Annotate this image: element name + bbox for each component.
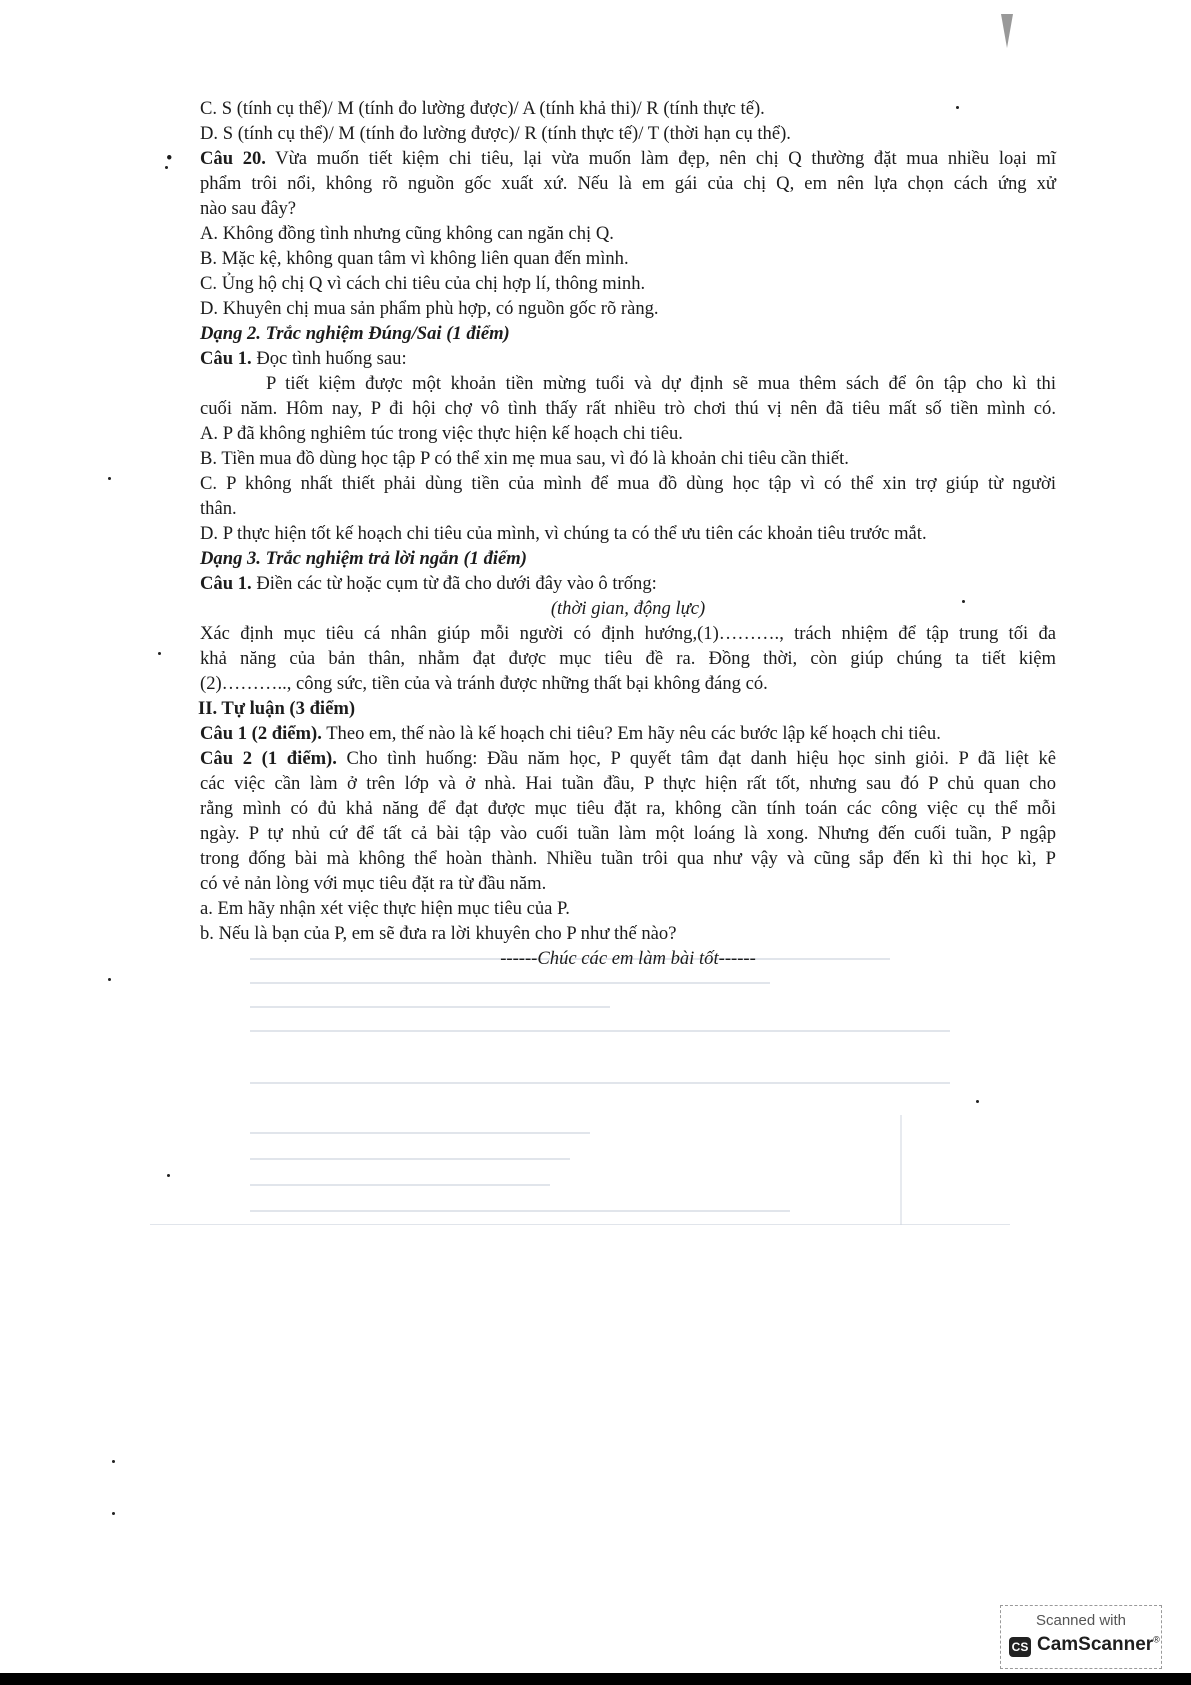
bleed-through-line [250,1184,550,1186]
scan-dot [108,978,111,981]
situation-line-1: P tiết kiệm được một khoản tiền mừng tuổi và dự định sẽ mua thêm sách để ôn tập cho kì thi [266,373,1056,394]
scan-edge-mark [1001,14,1013,48]
essay-question-1-text: Theo em, thế nào là kế hoạch chi tiêu? Em hãy nêu các bước lập kế hoạch chi tiêu. [321,723,941,744]
tf-statement-c-line-2: thân. [200,498,237,519]
fill-blank-line-3: (2)……….., công sức, tiền của và tránh được những thất bại không đáng có. [200,673,768,694]
fill-blank-line-1: Xác định mục tiêu cá nhân giúp mỗi người có định hướng,(1)………., trách nhiệm để tập trung tối đa [200,623,1056,644]
q20-option-c: C. Ủng hộ chị Q vì cách chi tiêu của chị hợp lí, thông minh. [200,273,646,294]
camscanner-watermark [1000,1605,1162,1669]
essay-question-2-line-3: rằng mình có đủ khả năng để đạt được mục tiêu đặt ra, không cần tính toán các công việc cụ thể mỗi [200,798,1056,819]
scan-dot [158,652,161,655]
fill-blank-line-2: khả năng của bản thân, nhằm đạt được mục tiêu đề ra. Đồng thời, còn giúp chúng ta tiết kiệm [200,648,1056,669]
closing-wish: ------Chúc các em làm bài tốt------ [500,948,756,969]
sa-question-1-label: Câu 1. [200,573,252,594]
essay-question-2-label: Câu 2 (1 điểm). [200,748,337,769]
option-d-smart: D. S (tính cụ thể)/ M (tính đo lường được)/ R (tính thực tế)/ T (thời hạn cụ thể). [200,123,791,144]
essay-question-1 [200,721,1056,746]
essay-question-2-line-6: có vẻ nản lòng với mục tiêu đặt ra từ đầu năm. [200,873,547,894]
tf-question-1-text: Đọc tình huống sau: [251,348,407,369]
camscanner-brand-text: CamScanner [1037,1634,1154,1655]
essay-question-2-line-1 [200,746,1056,771]
bleed-through-line [250,982,770,984]
tf-question-1-line [200,346,1056,371]
scan-dot [167,1174,170,1177]
essay-part-a: a. Em hãy nhận xét việc thực hiện mục tiêu của P. [200,898,570,919]
scan-dot [108,477,111,480]
question-20-line-3: nào sau đây? [200,198,297,219]
scan-dot [112,1512,115,1515]
exam-text [166,96,1056,971]
option-c-smart: C. S (tính cụ thể)/ M (tính đo lường được)/ A (tính khả thi)/ R (tính thực tế). [200,98,765,119]
section-heading-essay: II. Tự luận (3 điểm) [198,698,356,719]
question-20-text: Vừa muốn tiết kiệm chi tiêu, lại vừa muốn làm đẹp, nên chị Q thường đặt mua nhiều loại mĩ [265,148,1056,169]
essay-question-2-text: Cho tình huống: Đầu năm học, P quyết tâm đạt danh hiệu học sinh giỏi. P đã liệt kê [336,748,1056,769]
question-20-line-2: phẩm trôi nổi, không rõ nguồn gốc xuất xứ. Nếu là em gái của chị Q, em nên lựa chọn cách ứng xử [200,173,1056,194]
essay-question-2-line-2: các việc cần làm ở trên lớp và ở nhà. Hai tuần đầu, P thực hiện rất tốt, nhưng sau đó P chủ quan cho [200,773,1056,794]
situation-line-2: cuối năm. Hôm nay, P đi hội chợ vô tình thấy rất nhiều trò chơi thú vị nên đã tiêu mất số tiền mình có. [200,398,1056,419]
bleed-through-line [250,1082,950,1084]
essay-question-1-label: Câu 1 (2 điểm). [200,723,322,744]
sa-question-1-line [200,571,1056,596]
tf-statement-d: D. P thực hiện tốt kế hoạch chi tiêu của mình, vì chúng ta có thể ưu tiên các khoản tiêu trước mắt. [200,523,927,544]
bleed-through-line [250,1132,590,1134]
tf-statement-c-line-1: C. P không nhất thiết phải dùng tiền của mình để mua đồ dùng học tập vì có thể xin trợ giúp từ người [200,473,1056,494]
scan-dot [976,1100,979,1103]
tf-statement-a: A. P đã không nghiêm túc trong việc thực hiện kế hoạch chi tiêu. [200,423,683,444]
sa-question-1-text: Điền các từ hoặc cụm từ đã cho dưới đây vào ô trống: [251,573,657,594]
bleed-through-line [250,1158,570,1160]
scanned-with-caption: Scanned with [1035,1612,1127,1629]
scan-bottom-edge [0,1673,1191,1685]
essay-part-b: b. Nếu là bạn của P, em sẽ đưa ra lời khuyên cho P như thế nào? [200,923,677,944]
word-bank: (thời gian, động lực) [550,598,706,619]
section-heading-true-false: Dạng 2. Trắc nghiệm Đúng/Sai (1 điểm) [200,323,510,344]
camscanner-logo-icon: CS [1009,1637,1031,1657]
camscanner-brand [1037,1634,1160,1656]
section-heading-short-answer: Dạng 3. Trắc nghiệm trả lời ngắn (1 điểm) [200,548,527,569]
q20-option-b: B. Mặc kệ, không quan tâm vì không liên quan đến mình. [200,248,629,269]
bleed-through-line [250,1006,610,1008]
trademark-symbol: ® [1153,1634,1160,1645]
bleed-through-line [150,1224,1010,1225]
scan-dot [112,1460,115,1463]
tf-question-1-label: Câu 1. [200,348,252,369]
question-20-line-1 [166,146,1056,171]
bleed-through-line [250,1030,950,1032]
essay-question-2-line-5: trong đống bài mà không thể hoàn thành. Nhiều tuần trôi qua như vậy và cũng sắp đến kì thi học kì, P [200,848,1056,869]
q20-option-a: A. Không đồng tình nhưng cũng không can ngăn chị Q. [200,223,614,244]
essay-question-2-line-4: ngày. P tự nhủ cứ để tất cả bài tập vào cuối tuần làm một loáng là xong. Nhưng đến cuối tuần, P ngập [200,823,1056,844]
bleed-through-line [250,1210,790,1212]
question-20-label: Câu 20. [200,148,266,169]
q20-option-d: D. Khuyên chị mua sản phẩm phù hợp, có nguồn gốc rõ ràng. [200,298,659,319]
bleed-through-line [900,1115,902,1225]
tf-statement-b: B. Tiền mua đồ dùng học tập P có thể xin mẹ mua sau, vì đó là khoản chi tiêu cần thiết. [200,448,849,469]
bullet-dot: • [166,148,173,169]
